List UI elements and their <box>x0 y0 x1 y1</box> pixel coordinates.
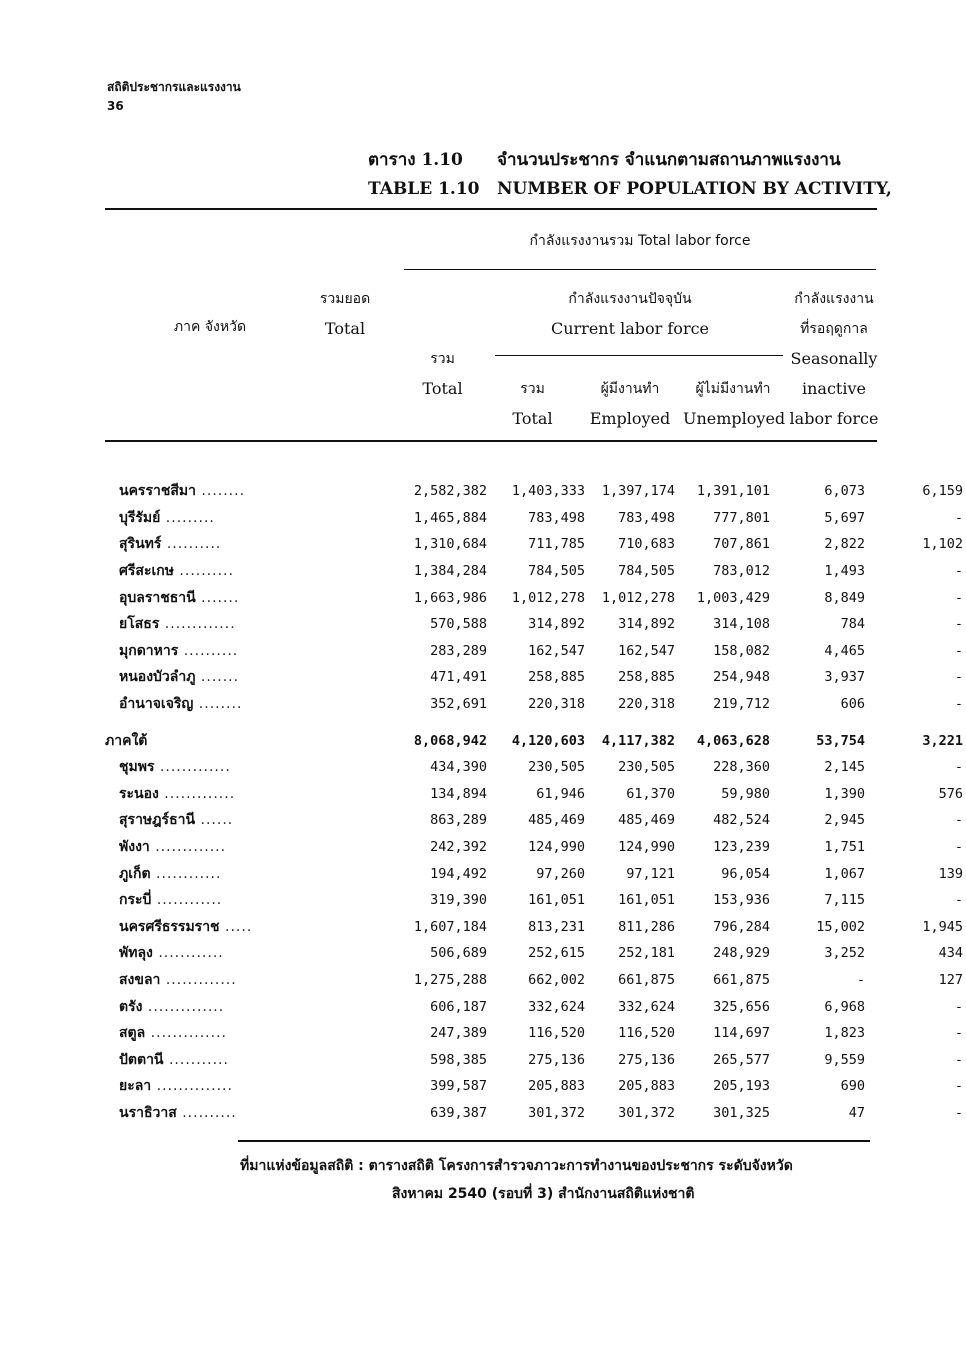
lf-total-cell: 332,624 <box>528 998 585 1015</box>
province-cell <box>105 860 305 887</box>
header-lf-total-th: รวม <box>430 351 455 367</box>
seasonal-cell: - <box>954 1025 963 1042</box>
unemployed-cell: 690 <box>840 1078 865 1095</box>
header-seasonal-en2: inactive <box>802 379 866 398</box>
header-grand-total <box>290 284 400 344</box>
province-name: ยะลา <box>119 1078 152 1095</box>
province-cell <box>105 478 305 505</box>
employed-cell: 707,861 <box>713 536 770 553</box>
seasonal-cell: - <box>954 892 963 909</box>
total-cell: 399,587 <box>430 1078 487 1095</box>
lf-total-cell: 314,892 <box>528 616 585 633</box>
employed-cell: 228,360 <box>713 759 770 776</box>
leader-dots: ......... <box>160 509 215 526</box>
labor-force-rule <box>404 269 876 270</box>
province-name: อุบลราชธานี <box>119 589 196 606</box>
header-employed-th: ผู้มีงานทำ <box>600 381 660 397</box>
seasonal-cell: - <box>954 589 963 606</box>
table-row <box>105 505 963 532</box>
employed-cell: 783,012 <box>713 563 770 580</box>
employed-cell: 153,936 <box>713 892 770 909</box>
province-cell <box>105 1020 305 1047</box>
unemployed-cell: 7,115 <box>824 892 865 909</box>
header-grand-total-th: รวมยอด <box>319 291 371 307</box>
leader-dots: ........ <box>195 483 246 500</box>
seasonal-cell: - <box>954 812 963 829</box>
leader-dots: ............. <box>160 971 237 988</box>
total-cell: 1,310,684 <box>413 536 487 553</box>
total-cell: 1,384,284 <box>413 563 487 580</box>
province-cell <box>105 887 305 914</box>
province-cell <box>105 558 305 585</box>
cur-total-cell: 485,469 <box>618 812 675 829</box>
unemployed-cell: 606 <box>840 696 865 713</box>
lf-total-cell: 61,946 <box>536 785 585 802</box>
total-cell: 639,387 <box>430 1104 487 1121</box>
table-row <box>105 584 963 611</box>
province-cell <box>105 993 305 1020</box>
employed-cell: 1,391,101 <box>696 483 770 500</box>
total-cell: 8,068,942 <box>413 732 487 749</box>
row-gap <box>105 717 963 727</box>
employed-cell: 158,082 <box>713 642 770 659</box>
cur-total-cell: 258,885 <box>618 669 675 686</box>
province-cell <box>105 914 305 941</box>
lf-total-cell: 97,260 <box>536 865 585 882</box>
province-cell <box>105 505 305 532</box>
cur-total-cell: 301,372 <box>618 1104 675 1121</box>
cur-total-cell: 252,181 <box>618 945 675 962</box>
province-name: บุรีรัมย์ <box>119 509 161 526</box>
region-name: ภาคใต้ <box>105 732 148 749</box>
header-lf-total-en: Total <box>422 379 463 398</box>
unemployed-cell: 1,067 <box>824 865 865 882</box>
bottom-rule <box>238 1140 870 1142</box>
table-row <box>105 834 963 861</box>
province-cell <box>105 781 305 808</box>
province-cell <box>105 1046 305 1073</box>
province-name: นครศรีธรรมราช <box>119 918 220 935</box>
province-name: สงขลา <box>119 971 161 988</box>
running-header <box>107 78 241 116</box>
unemployed-cell: 2,822 <box>824 536 865 553</box>
total-cell: 570,588 <box>430 616 487 633</box>
cur-total-cell: 314,892 <box>618 616 675 633</box>
leader-dots: ............ <box>151 892 223 909</box>
table-row <box>105 860 963 887</box>
unemployed-cell: 3,937 <box>824 669 865 686</box>
seasonal-cell: - <box>954 616 963 633</box>
lf-total-cell: 205,883 <box>528 1078 585 1095</box>
cur-total-cell: 4,117,382 <box>601 732 675 749</box>
lf-total-cell: 1,012,278 <box>511 589 585 606</box>
province-cell <box>105 611 305 638</box>
unemployed-cell: 6,968 <box>824 998 865 1015</box>
header-labor-force: กำลังแรงงานรวม Total labor force <box>529 233 751 249</box>
seasonal-cell: - <box>954 998 963 1015</box>
total-cell: 1,663,986 <box>413 589 487 606</box>
seasonal-cell: 3,221 <box>922 732 963 749</box>
leader-dots: ....... <box>195 589 240 606</box>
cur-total-cell: 61,370 <box>626 785 675 802</box>
employed-cell: 482,524 <box>713 812 770 829</box>
source-note-line2: สิงหาคม 2540 (รอบที่ 3) สำนักงานสถิติแห่งชาติ <box>392 1186 695 1202</box>
table-row <box>105 940 963 967</box>
table-row <box>105 638 963 665</box>
table-title-th: จำนวนประชากร จำแนกตามสถานภาพแรงงาน <box>497 150 841 170</box>
total-cell: 1,607,184 <box>413 918 487 935</box>
table-label-th: ตาราง 1.10 <box>368 150 463 170</box>
table-row <box>105 1046 963 1073</box>
employed-cell: 96,054 <box>721 865 770 882</box>
province-cell <box>105 584 305 611</box>
employed-cell: 777,801 <box>713 509 770 526</box>
leader-dots: .............. <box>151 1078 233 1095</box>
seasonal-cell: 1,102 <box>922 536 963 553</box>
employed-cell: 301,325 <box>713 1104 770 1121</box>
cur-total-cell: 332,624 <box>618 998 675 1015</box>
seasonal-cell: 1,945 <box>922 918 963 935</box>
total-cell: 606,187 <box>430 998 487 1015</box>
leader-dots: ............. <box>159 616 236 633</box>
lf-total-cell: 1,403,333 <box>511 483 585 500</box>
header-current-th: กำลังแรงงานปัจจุบัน <box>568 291 692 307</box>
unemployed-cell: 5,697 <box>824 509 865 526</box>
total-cell: 242,392 <box>430 839 487 856</box>
total-cell: 319,390 <box>430 892 487 909</box>
cur-total-cell: 783,498 <box>618 509 675 526</box>
leader-dots: .............. <box>142 998 225 1015</box>
table-row <box>105 664 963 691</box>
lf-total-cell: 124,990 <box>528 839 585 856</box>
table-label <box>368 146 480 204</box>
province-name: สุราษฎร์ธานี <box>119 812 196 829</box>
total-cell: 471,491 <box>430 669 487 686</box>
leader-dots: ........... <box>163 1051 229 1068</box>
header-seasonal <box>788 284 880 434</box>
lf-total-cell: 220,318 <box>528 696 585 713</box>
header-cur-total-en: Total <box>512 409 553 428</box>
employed-cell: 325,656 <box>713 998 770 1015</box>
employed-cell: 4,063,628 <box>696 732 770 749</box>
seasonal-cell: 434 <box>938 945 963 962</box>
province-name: ระนอง <box>119 785 159 802</box>
cur-total-cell: 116,520 <box>618 1025 675 1042</box>
header-unemployed-en: Unemployed <box>683 409 786 428</box>
header-seasonal-en1: Seasonally <box>790 349 878 368</box>
cur-total-cell: 275,136 <box>618 1051 675 1068</box>
lf-total-cell: 252,615 <box>528 945 585 962</box>
province-name: สุรินทร์ <box>119 536 162 553</box>
unemployed-cell: 784 <box>840 616 865 633</box>
total-cell: 598,385 <box>430 1051 487 1068</box>
unemployed-cell: 53,754 <box>816 732 865 749</box>
employed-cell: 796,284 <box>713 918 770 935</box>
seasonal-cell: - <box>954 509 963 526</box>
table-row <box>105 887 963 914</box>
leader-dots: ...... <box>195 812 234 829</box>
province-cell <box>105 807 305 834</box>
employed-cell: 265,577 <box>713 1051 770 1068</box>
top-rule <box>105 208 877 210</box>
table-row <box>105 558 963 585</box>
table-row <box>105 1100 963 1127</box>
unemployed-cell: 9,559 <box>824 1051 865 1068</box>
unemployed-cell: 47 <box>848 1104 865 1121</box>
header-seasonal-en3: labor force <box>789 409 879 428</box>
lf-total-cell: 662,002 <box>528 971 585 988</box>
seasonal-cell: - <box>954 696 963 713</box>
province-name: พังงา <box>119 839 150 856</box>
province-name: ปัตตานี <box>119 1051 164 1068</box>
table-row <box>105 781 963 808</box>
table-row <box>105 531 963 558</box>
lf-total-cell: 783,498 <box>528 509 585 526</box>
lf-total-cell: 162,547 <box>528 642 585 659</box>
header-seasonal-th1: กำลังแรงงาน <box>794 291 874 307</box>
unemployed-cell: 4,465 <box>824 642 865 659</box>
header-region-province: ภาค จังหวัด <box>173 319 247 335</box>
cur-total-cell: 124,990 <box>618 839 675 856</box>
employed-cell: 661,875 <box>713 971 770 988</box>
region-row <box>105 727 963 754</box>
lf-total-cell: 813,231 <box>528 918 585 935</box>
province-name: นครราชสีมา <box>119 483 196 500</box>
lf-total-cell: 161,051 <box>528 892 585 909</box>
seasonal-cell: - <box>954 759 963 776</box>
total-cell: 2,582,382 <box>413 483 487 500</box>
unemployed-cell: - <box>856 971 865 988</box>
province-cell <box>105 1073 305 1100</box>
unemployed-cell: 1,493 <box>824 563 865 580</box>
province-name: ศรีสะเกษ <box>119 563 174 580</box>
table-row <box>105 1020 963 1047</box>
table-title-en: NUMBER OF POPULATION BY ACTIVITY, <box>497 179 892 199</box>
province-name: มุกดาหาร <box>119 642 179 659</box>
seasonal-cell: 139 <box>938 865 963 882</box>
province-cell <box>105 754 305 781</box>
province-cell <box>105 727 305 754</box>
employed-cell: 114,697 <box>713 1025 770 1042</box>
lf-total-cell: 4,120,603 <box>511 732 585 749</box>
seasonal-cell: 127 <box>938 971 963 988</box>
unemployed-cell: 2,945 <box>824 812 865 829</box>
province-cell <box>105 664 305 691</box>
province-name: ยโสธร <box>119 616 160 633</box>
header-bottom-rule <box>105 440 877 442</box>
cur-total-cell: 205,883 <box>618 1078 675 1095</box>
cur-total-cell: 161,051 <box>618 892 675 909</box>
unemployed-cell: 15,002 <box>816 918 865 935</box>
lf-total-cell: 258,885 <box>528 669 585 686</box>
province-name: ตรัง <box>119 998 143 1015</box>
lf-total-cell: 485,469 <box>528 812 585 829</box>
header-current-labor-force <box>500 284 760 344</box>
table-row <box>105 807 963 834</box>
cur-total-cell: 230,505 <box>618 759 675 776</box>
header-unemployed <box>683 374 786 434</box>
header-cur-total <box>495 374 570 434</box>
province-cell <box>105 691 305 718</box>
unemployed-cell: 1,390 <box>824 785 865 802</box>
cur-total-cell: 710,683 <box>618 536 675 553</box>
province-name: อำนาจเจริญ <box>119 696 194 713</box>
table-row <box>105 754 963 781</box>
unemployed-cell: 1,751 <box>824 839 865 856</box>
total-cell: 352,691 <box>430 696 487 713</box>
employed-cell: 254,948 <box>713 669 770 686</box>
leader-dots: .......... <box>178 642 239 659</box>
data-table <box>105 478 963 1126</box>
province-cell <box>105 531 305 558</box>
seasonal-cell: 6,159 <box>922 483 963 500</box>
table-row <box>105 914 963 941</box>
unemployed-cell: 8,849 <box>824 589 865 606</box>
page-number: 36 <box>107 99 124 113</box>
cur-total-cell: 661,875 <box>618 971 675 988</box>
province-name: กระบี่ <box>119 892 152 909</box>
cur-total-cell: 784,505 <box>618 563 675 580</box>
lf-total-cell: 301,372 <box>528 1104 585 1121</box>
leader-dots: ............ <box>150 865 222 882</box>
header-unemployed-th: ผู้ไม่มีงานทำ <box>695 381 771 397</box>
province-cell <box>105 940 305 967</box>
total-cell: 506,689 <box>430 945 487 962</box>
cur-total-cell: 162,547 <box>618 642 675 659</box>
leader-dots: .............. <box>145 1025 227 1042</box>
header-employed <box>584 374 676 434</box>
leader-dots: ........ <box>193 696 243 713</box>
leader-dots: ............. <box>154 759 231 776</box>
employed-cell: 248,929 <box>713 945 770 962</box>
current-labor-force-rule <box>495 355 783 356</box>
table-row <box>105 691 963 718</box>
table-row <box>105 967 963 994</box>
header-seasonal-th2: ที่รอฤดูกาล <box>800 321 868 337</box>
seasonal-cell: - <box>954 1051 963 1068</box>
total-cell: 283,289 <box>430 642 487 659</box>
cur-total-cell: 1,012,278 <box>601 589 675 606</box>
seasonal-cell: - <box>954 1104 963 1121</box>
seasonal-cell: 576 <box>938 785 963 802</box>
province-cell <box>105 638 305 665</box>
leader-dots: .......... <box>161 536 222 553</box>
header-employed-en: Employed <box>589 409 671 428</box>
total-cell: 1,275,288 <box>413 971 487 988</box>
cur-total-cell: 220,318 <box>618 696 675 713</box>
province-cell <box>105 1100 305 1127</box>
total-cell: 194,492 <box>430 865 487 882</box>
province-cell <box>105 967 305 994</box>
seasonal-cell: - <box>954 839 963 856</box>
unemployed-cell: 1,823 <box>824 1025 865 1042</box>
source-note-line1: ที่มาแห่งข้อมูลสถิติ : ตารางสถิติ โครงการสำรวจภาวะการทำงานของประชากร ระดับจังหวัด <box>240 1158 793 1174</box>
lf-total-cell: 116,520 <box>528 1025 585 1042</box>
total-cell: 247,389 <box>430 1025 487 1042</box>
leader-dots: ....... <box>195 669 240 686</box>
table-label-en: TABLE 1.10 <box>368 179 480 199</box>
province-name: สตูล <box>119 1025 146 1042</box>
leader-dots: .......... <box>173 563 234 580</box>
province-cell <box>105 834 305 861</box>
total-cell: 1,465,884 <box>413 509 487 526</box>
employed-cell: 219,712 <box>713 696 770 713</box>
unemployed-cell: 6,073 <box>824 483 865 500</box>
lf-total-cell: 711,785 <box>528 536 585 553</box>
header-lf-total <box>400 344 485 404</box>
employed-cell: 123,239 <box>713 839 770 856</box>
table-row <box>105 611 963 638</box>
cur-total-cell: 811,286 <box>618 918 675 935</box>
table-row <box>105 478 963 505</box>
seasonal-cell: - <box>954 563 963 580</box>
header-current-en: Current labor force <box>550 319 710 338</box>
seasonal-cell: - <box>954 669 963 686</box>
employed-cell: 314,108 <box>713 616 770 633</box>
province-name: หนองบัวลำภู <box>119 669 196 686</box>
cur-total-cell: 97,121 <box>626 865 675 882</box>
header-grand-total-en: Total <box>324 319 366 338</box>
seasonal-cell: - <box>954 1078 963 1095</box>
leader-dots: .......... <box>176 1104 237 1121</box>
province-name: พัทลุง <box>119 945 153 962</box>
cur-total-cell: 1,397,174 <box>601 483 675 500</box>
leader-dots: ............ <box>152 945 224 962</box>
employed-cell: 1,003,429 <box>696 589 770 606</box>
leader-dots: ............. <box>158 785 236 802</box>
unemployed-cell: 3,252 <box>824 945 865 962</box>
lf-total-cell: 275,136 <box>528 1051 585 1068</box>
leader-dots: ..... <box>219 918 253 935</box>
province-name: ชุมพร <box>119 759 155 776</box>
total-cell: 863,289 <box>430 812 487 829</box>
total-cell: 134,894 <box>430 785 487 802</box>
total-cell: 434,390 <box>430 759 487 776</box>
table-row <box>105 993 963 1020</box>
lf-total-cell: 230,505 <box>528 759 585 776</box>
seasonal-cell: - <box>954 642 963 659</box>
leader-dots: ............. <box>149 839 227 856</box>
table-row <box>105 1073 963 1100</box>
header-cur-total-th: รวม <box>520 381 545 397</box>
table-title <box>497 146 892 204</box>
lf-total-cell: 784,505 <box>528 563 585 580</box>
province-name: ภูเก็ต <box>119 865 151 882</box>
province-name: นราธิวาส <box>119 1104 177 1121</box>
employed-cell: 205,193 <box>713 1078 770 1095</box>
book-title: สถิติประชากรและแรงงาน <box>107 80 241 94</box>
unemployed-cell: 2,145 <box>824 759 865 776</box>
employed-cell: 59,980 <box>721 785 770 802</box>
